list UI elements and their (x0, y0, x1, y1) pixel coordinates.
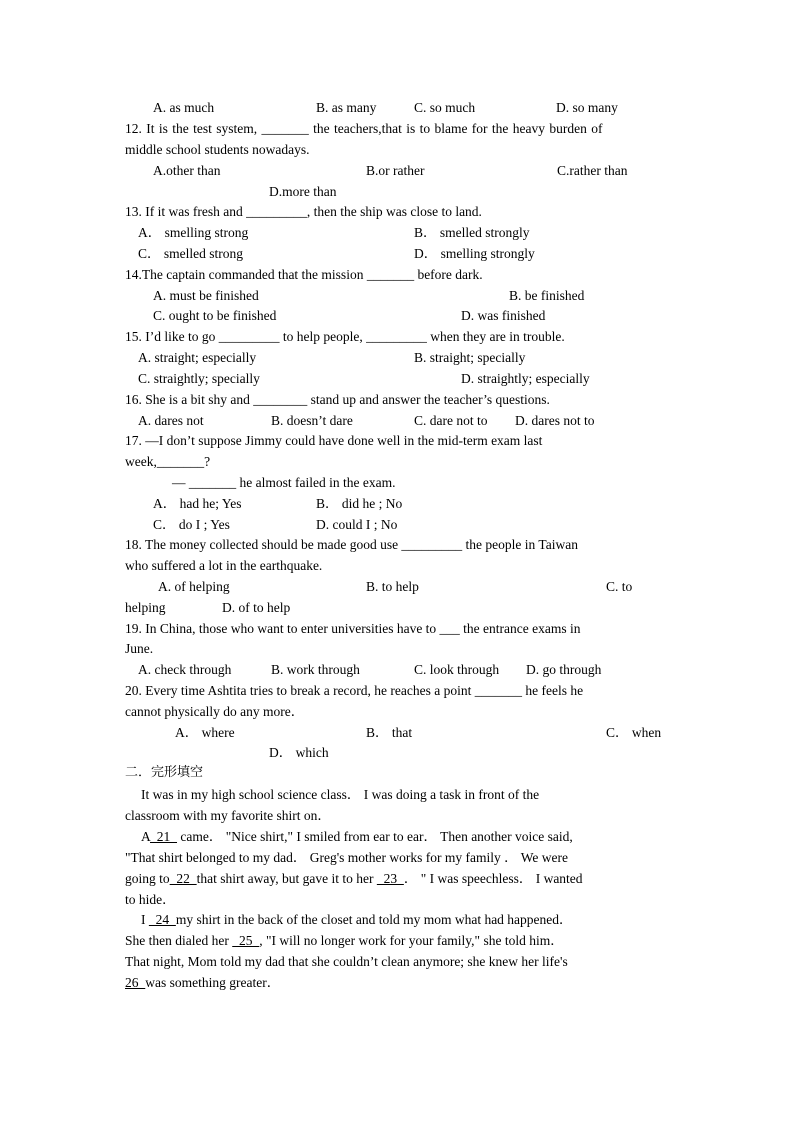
blank-23: 23 (376, 871, 404, 886)
q18-stem-line1: 18. The money collected should be made good use _________ the people in Taiwan (125, 537, 578, 552)
passage-p3-line2 (125, 932, 564, 950)
passage-text: A (141, 829, 151, 844)
q18-option-c: C. to (606, 579, 633, 594)
q19-option-d: D. go through (526, 662, 602, 677)
blank-22: 22 (169, 871, 197, 886)
blank-25: 25 (232, 933, 260, 948)
q17-option-c: C． do I ; Yes (153, 517, 230, 532)
blank-21: 21 (150, 829, 178, 844)
passage-text: , "I will no longer work for your family," she told him． (259, 933, 564, 948)
q13-option-b: B． smelled strongly (414, 225, 530, 240)
q20-stem-line2: cannot physically do any more． (125, 704, 305, 719)
q15-option-d: D. straightly; especially (461, 371, 590, 386)
q18-option-d: D. of to help (222, 600, 291, 615)
q12-stem-line1 (125, 120, 663, 138)
section-heading-cloze: 二．完形填空 (125, 765, 204, 780)
q19-option-c: C. look through (414, 662, 500, 677)
q19-stem-line2: June. (125, 641, 154, 656)
q17-option-d: D. could I ; No (316, 517, 398, 532)
q12-stem-text: 12. It is the test system, _______ the teachers,that is to blame for the heavy burden of (125, 121, 603, 136)
q16-stem: 16. She is a bit shy and ________ stand up and answer the teacher’s questions. (125, 392, 550, 407)
blank-24: 24 (148, 912, 176, 927)
passage-text: She then dialed her (125, 933, 233, 948)
q18-option-b: B. to help (366, 579, 419, 594)
passage-text: ． " I was speechless． I wanted (403, 871, 583, 886)
q14-option-b: B. be finished (509, 288, 585, 303)
passage-text: was something greater． (145, 975, 281, 990)
q14-option-c: C. ought to be finished (153, 308, 277, 323)
q15-option-c: C. straightly; specially (138, 371, 260, 386)
q19-option-a: A. check through (138, 662, 232, 677)
q17-stem-line1: 17. —I don’t suppose Jimmy could have done well in the mid-term exam last (125, 433, 543, 448)
passage-text: came． "Nice shirt," I smiled from ear to ear． Then another voice said, (177, 829, 573, 844)
q15-option-b: B. straight; specially (414, 350, 526, 365)
passage-p2-line2: "That shirt belonged to my dad． Greg's mother works for my family ． We were (125, 850, 569, 865)
q11-option-c: C. so much (414, 100, 476, 115)
q17-option-a: A． had he; Yes (153, 496, 242, 511)
q12-stem-line2: middle school students nowadays. (125, 142, 310, 157)
q20-option-b: B． that (366, 725, 413, 740)
passage-p1-line2: classroom with my favorite shirt on． (125, 808, 331, 823)
q16-option-c: C. dare not to (414, 413, 488, 428)
q18-option-a: A. of helping (158, 579, 230, 594)
q17-stem-line3: — _______ he almost failed in the exam. (172, 475, 396, 490)
q13-option-a: A． smelling strong (138, 225, 249, 240)
q17-stem-line2: week,_______? (125, 454, 211, 469)
q12-option-a: A.other than (153, 163, 221, 178)
q11-option-a: A. as much (153, 100, 215, 115)
passage-p2-line3 (125, 870, 583, 888)
q19-option-b: B. work through (271, 662, 360, 677)
q15-stem: 15. I’d like to go _________ to help people, _________ when they are in trouble. (125, 329, 565, 344)
q16-option-a: A. dares not (138, 413, 204, 428)
q15-option-a: A. straight; especially (138, 350, 257, 365)
passage-text: I (141, 912, 149, 927)
passage-p1-line1: It was in my high school science class． I was doing a task in front of the (141, 787, 540, 802)
passage-p3-line4 (125, 974, 280, 992)
q18-option-c-continued: helping (125, 600, 166, 615)
passage-text: that shirt away, but gave it to her (196, 871, 377, 886)
q19-stem-line1: 19. In China, those who want to enter universities have to ___ the entrance exams in (125, 621, 581, 636)
blank-26: 26 (125, 975, 146, 990)
q18-stem-line2: who suffered a lot in the earthquake. (125, 558, 323, 573)
q16-option-d: D. dares not to (515, 413, 595, 428)
passage-p2-line1 (141, 828, 573, 846)
passage-text: my shirt in the back of the closet and told my mom what had happened． (175, 912, 573, 927)
q11-option-b: B. as many (316, 100, 377, 115)
passage-p3-line1 (141, 911, 573, 929)
q12-option-c: C.rather than (557, 163, 628, 178)
q13-option-c: C． smelled strong (138, 246, 243, 261)
q20-option-c: C． when (606, 725, 662, 740)
q14-option-a: A. must be finished (153, 288, 259, 303)
q20-option-d: D． which (269, 745, 329, 760)
q20-option-a: A． where (175, 725, 235, 740)
q12-option-b: B.or rather (366, 163, 425, 178)
passage-p3-line3: That night, Mom told my dad that she couldn’t clean anymore; she knew her life's (125, 954, 568, 969)
q13-stem: 13. If it was fresh and _________, then the ship was close to land. (125, 204, 482, 219)
q13-option-d: D． smelling strongly (414, 246, 535, 261)
passage-p2-line4: to hide． (125, 892, 176, 907)
q14-option-d: D. was finished (461, 308, 546, 323)
q17-option-b: B． did he ; No (316, 496, 403, 511)
q11-option-d: D. so many (556, 100, 618, 115)
q16-option-b: B. doesn’t dare (271, 413, 353, 428)
passage-text: going to (125, 871, 170, 886)
q12-option-d: D.more than (269, 184, 337, 199)
q14-stem: 14.The captain commanded that the mission _______ before dark. (125, 267, 483, 282)
q20-stem-line1: 20. Every time Ashtita tries to break a record, he reaches a point _______ he feels he (125, 683, 584, 698)
